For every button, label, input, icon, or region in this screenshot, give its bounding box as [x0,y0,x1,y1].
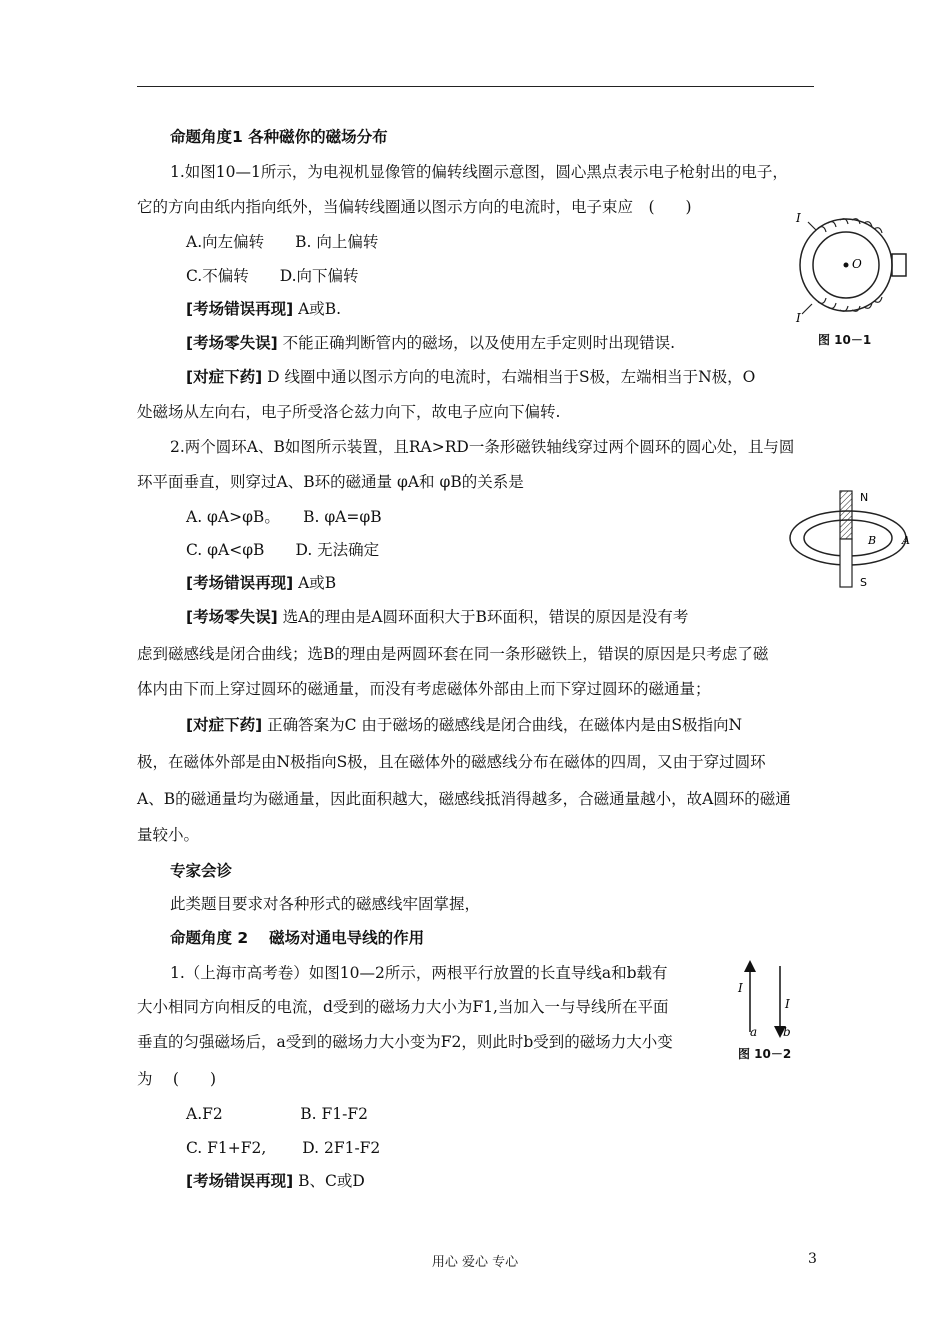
cure-label: [对症下药] [186,368,263,386]
q1-zero-line [186,333,675,353]
expert-heading: 专家会诊 [170,862,233,880]
q2-options-cd: C. φA<φB D. 无法确定 [186,541,380,559]
figure-10-1-coil [788,210,912,325]
q2-line2: 环平面垂直，则穿过A、B环的磁通量 φA和 φB的关系是 [137,473,524,491]
q2-zero-line [186,607,688,627]
zero-label: [考场零失误] [186,334,278,352]
q1-options-ab: A.向左偏转 B. 向上偏转 [186,233,379,251]
section1-heading: 命题角度1 各种磁你的磁场分布 [170,128,388,146]
wire-b-label: b [783,1025,791,1038]
page-number: 3 [808,1251,817,1267]
cure-text: 正确答案为C 由于磁场的磁感线是闭合曲线，在磁体内是由S极指向N [262,716,743,734]
wire-a-label: a [750,1025,758,1038]
zero-text: 选A的理由是A圆环面积大于B环面积，错误的原因是没有考 [277,608,689,626]
q1-line2: 它的方向由纸内指向纸外，当偏转线圈通以图示方向的电流时，电子束应 ( ) [137,198,692,216]
footer-text: 用心 爱心 专心 [431,1255,519,1270]
q1-cure-line [186,367,755,387]
q1-cure-line2: 处磁场从左向右，电子所受洛仑兹力向下，故电子应向下偏转. [137,403,561,421]
figure-10-2-caption: 图 10－2 [738,1047,792,1061]
q2-cure-line3: A、B的磁通量均为磁通量，因此面积越大，磁感线抵消得越多，合磁通量越小，故A圆环的磁通 [137,790,791,808]
label-a: A [902,534,910,547]
fig1-label-i-top: I [796,211,801,225]
q2-cure-line4: 量较小。 [137,826,200,844]
fig1-label-o: O [852,257,862,271]
error-text: B、C或D [293,1172,365,1190]
expert-text: 此类题目要求对各种形式的磁感线牢固掌握， [170,895,481,913]
figure-10-1-caption: 图 10－1 [818,333,872,347]
magnet-south [840,539,852,587]
s2q1-line2: 大小相同方向相反的电流，d受到的磁场力大小为F1,当加入一与导线所在平面 [137,998,669,1016]
magnet-north [840,491,852,539]
q2-cure-line [186,715,742,735]
label-n: N [860,491,869,504]
section2-heading: 命题角度 2 磁场对通电导线的作用 [170,929,425,947]
header-rule [137,86,814,87]
zero-label: [考场零失误] [186,608,278,626]
q1-line1: 1.如图10—1所示，为电视机显像管的偏转线圈示意图，圆心黑点表示电子枪射出的电子， [170,163,788,181]
fig1-label-i-bottom: I [796,311,801,325]
error-label: [考场错误再现] [186,300,294,318]
s2q1-options-ab: A.F2 B. F1-F2 [186,1105,368,1123]
wire-a-current: I [738,981,743,995]
s2q1-error-line [186,1171,365,1191]
cure-label: [对症下药] [186,716,263,734]
q1-error-line [186,299,341,319]
q1-options-cd: C.不偏转 D.向下偏转 [186,267,359,285]
error-label: [考场错误再现] [186,1172,294,1190]
label-b: B [868,534,877,547]
q2-error-line [186,573,336,593]
s2q1-line4: 为 ( ) [137,1070,217,1088]
wire-b-current: I [785,997,790,1011]
s2q1-line3: 垂直的匀强磁场后，a受到的磁场力大小变为F2，则此时b受到的磁场力大小变 [137,1033,673,1051]
s2q1-options-cd: C. F1+F2, D. 2F1-F2 [186,1139,381,1157]
q2-cure-line2: 极，在磁体外部是由N极指向S极，且在磁体外的磁感线分布在磁体的四周，又由于穿过圆环 [137,753,766,771]
label-s: S [860,576,867,589]
cure-text: D 线圈中通以图示方向的电流时，右端相当于S极，左端相当于N极，O [262,368,756,386]
q2-options-ab: A. φA>φB。 B. φA=φB [186,508,382,526]
q2-line1: 2.两个圆环A、B如图所示装置，且RA>RD一条形磁铁轴线穿过两个圆环的圆心处，且与圆 [170,438,795,456]
q2-zero-line3: 体内由下而上穿过圆环的磁通量，而没有考虑磁体外部由上而下穿过圆环的磁通量； [137,680,711,698]
error-text: A或B. [293,300,342,318]
error-text: A或B [293,574,337,592]
figure-10-2-wires [730,960,800,1038]
s2q1-line1: 1.（上海市高考卷）如图10—2所示，两根平行放置的长直导线a和b载有 [170,964,668,982]
electron-dot [844,263,849,268]
error-label: [考场错误再现] [186,574,294,592]
q2-zero-line2: 虑到磁感线是闭合曲线；选B的理由是两圆环套在同一条形磁铁上，错误的原因是只考虑了磁 [137,645,769,663]
figure-rings-magnet [786,485,921,595]
zero-text: 不能正确判断管内的磁场，以及使用左手定则时出现错误. [277,334,676,352]
